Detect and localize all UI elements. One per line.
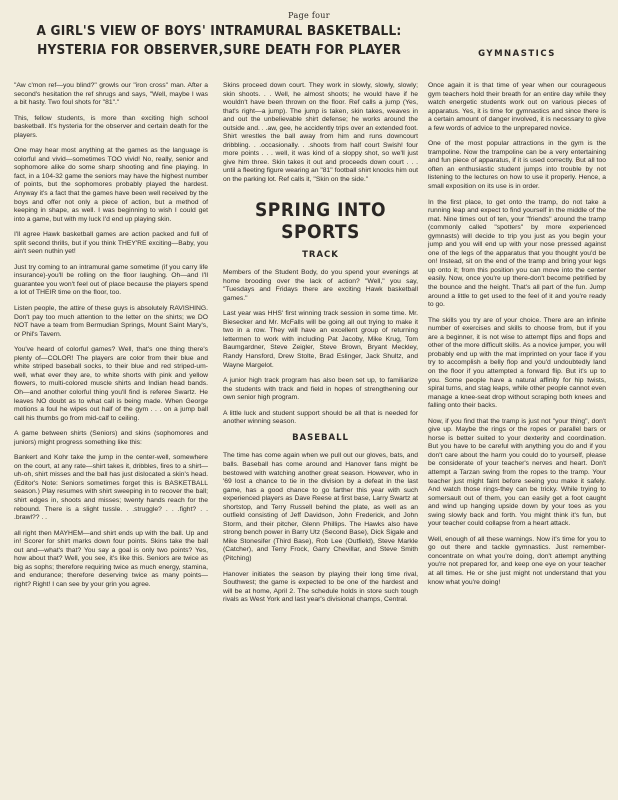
gymnastics-paragraph: The skills you try are of your choice. There are an infinite number of exercises and skills to choose from, but if you are a beginner, it is not wise to attempt flips and flops and other of the more difficult skills. As a novice jumper, you will probably end up with the mat imprinted on your face if you try to accomplish a belly flop and you'd undoubtedly land on the floor if you attempted a forward flip. But it's up to you. Some people have a natural affinity for hip twists, spiral turns, and stag leaps, while other people cannot even manage a knee-seat drop without scraping both knees and falling onto their backs. [428, 316, 606, 410]
track-paragraph: A little luck and student support should be all that is needed for another winning season. [223, 409, 418, 426]
baseball-heading: BASEBALL [292, 432, 349, 443]
article-paragraph: Skins proceed down court. They work in slowly, slowly, slowly; skin shoots. . . Well, he almost shoots; he would have if he wouldn't have been thrown on the floor. Ref calls a jump (Yes, that's right—a jump). The jump is taken, skin takes, weaves in and out the unbelievable shirt defense; he works around the outside and. . .aw, gee, he accidently trips over an extended foot. Shirt wrestles the ball away from him and runs downcourt dribbling. . .occasionally. . .shoots from half court Swish! four more points . . . well, it was kind of a sloppy shot, so we'll just give him three. Skin takes it out and proceeds down court . . . until a fleeting figure wearing an "81" football shirt knocks him out on the parking lot. Ref calls it, "Skin on the side." [223, 82, 418, 184]
article-paragraph: You've heard of colorful games? Well, that's one thing there's plenty of—COLOR! The players are color from their blue and white striped baseball socks, to their blue and red striped-um-well, what ever they are, to white shorts with pink and yellow flowers, to multi-colored muscle shirts and Indian head bands. Oh—and another colorful thing you'll find is referee Swartz. He leaves NO doubt as to what call is being made. When George motions a foul he wipes out half of the gym . . . on a jump ball call his thumbs go from mid-calf to ceiling. [14, 346, 208, 422]
page-number: Page four [288, 11, 330, 20]
baseball-paragraph: Hanover initiates the season by playing their long time rival, Southwest; the game is expected to be one of the hardest and will be at home, April 2. The schedule holds in store such tough rivals as West York and last year's divisional champs, Central. [223, 570, 418, 604]
headline-line-2: HYSTERIA FOR OBSERVER,SURE DEATH FOR PLAYER [37, 42, 401, 58]
article-paragraph: One may hear most anything at the games as the language is colorful and vivid—sometimes TOO vivid! No, really, senior and sophomore alike do some sharp shooting and fine playing. In fact, in a 104-32 game the seniors may have the highest number of points, but the sophomores probably played the hardest. Anyway it's a fact that the games have been well received by the boys and offer not only a piece of action, but a method of keeping in shape, as well. I was beginning to wish I could get into a game, but with my luck I'd end up playing skin. [14, 147, 208, 223]
article-paragraph: Listen people, the attire of these guys is absolutely RAVISHING. Don't pay too much attention to the letter on the shirts; we DO NOT have a team from Bermudian Springs, Mount Saint Mary's, or Phil's Tavern. [14, 305, 208, 338]
gymnastics-paragraph: Once again it is that time of year when our courageous gym teachers hold their breath for an entire day while they watch energetic students work out on various pieces of apparatus. Yes, it is time for gymnastics and since there is a certain amount of danger involved, it is necessary to give a few words of advice to the unprepared novice. [428, 82, 606, 132]
track-paragraph: Last year was HHS' first winning track session in some time. Mr. Biesecker and Mr. McFalls will be going all out trying to make it two in a row. They will have an excellent group of returning lettermen to work with including Pat Jacoby, Mike Krug, Tom Baumgardner, Steve Zeigler, Steve Brown, Bryant Meckley, Randy Hansford, Drew Stolte, Brad Eslinger, Jack Shultz, and Wayne Margelot. [223, 310, 418, 369]
column-gymnastics [428, 82, 606, 594]
article-paragraph: "Aw c'mon ref—you blind?" growls our "iron cross" man. After a second's hesitation the ref shrugs and says, "Well, maybe I was a bit hasty. Two foul shots for "81"." [14, 82, 208, 107]
column-basketball-left [14, 82, 208, 596]
gymnastics-paragraph: Well, enough of all these warnings. Now it's time for you to go out there and tackle gymnastics. Just remember-concentrate on what you're doing, don't attempt anything you're not prepared for, and keep one eye on your teacher at all times. He or she just might not understand that you know what you're doing! [428, 535, 606, 586]
article-paragraph: Bankert and Kohr take the jump in the center-well, somewhere on the court, at any rate—shirt takes it, dribbles, fires to a shirt—uh-oh, shirt misses and the ball has just dislocated a skin's head. (Editor's Note: Seniors sometimes forget this is BASKETBALL season.) Play resumes with shirt sweeping in to recover the ball; shirt edges in, shoots and misses; twenty hands reach for the rebound. There is a slight tussle. . .struggle? . . .fight? . . .brawl?? . . [14, 454, 208, 522]
article-paragraph: This, fellow students, is more than exciting high school basketball. It's hysteria for the observer and certain death for the players. [14, 114, 208, 139]
track-paragraph: A junior high track program has also been set up, to familiarize the students with track and field in hopes of strengthening our own senior high program. [223, 377, 418, 402]
article-paragraph: all right then MAYHEM—and shirt ends up with the ball. Up and in! Scorer for shirt marks down four points. Skins take the ball out and—what's that? You say a goal is only two points? Yes, how about that? Well, you see, it's like this. Seniors are twice as big as sophs; therefore requiring twice as much energy, stamina, and endurance; therefore deserving twice as many points—right? Right! I can see by your grin you agree. [14, 529, 208, 588]
column-middle [223, 82, 418, 612]
article-paragraph: Just try coming to an intramural game sometime (if you carry life insurance)-you'll be rolling on the floor laughing. Oh—and I'll guarantee you won't feel out of place because the players spend a lot of THEIR time on the floor, too. [14, 263, 208, 297]
gymnastics-paragraph: One of the most popular attractions in the gym is the trampoline. Now the trampoline can be a very entertaining and fun piece of apparatus, if it is used correctly. But all too often an enthusiastic student jumps into trouble by not listening to the lectures on how to use it properly. Hence, a small exposition on its use is in order. [428, 140, 606, 191]
baseball-paragraph: The time has come again when we pull out our gloves, bats, and balls. Baseball has come around and Hanover fans might be bestowed with watching another great season. However, who in '69 lost a chance to tie in the division by a defeat in the last game, has a good chance to go farther this year with such experienced players as Dave Reese at first base, Larry Swartz at shortstop, and Terry Russell behind the plate, as well as an outfield consisting of Jeff Davidson, John Frederick, and John Storm, and their pitcher, Glenn Phillips. The Hawks also have strong bench power in Barry Utz (Second Base), Dick Sigale and Mike Stonesifer (Third Base), Rob Lee (Outfield), Steve Markle (Catcher), and Terry Frock, Garry Chevillar, and Steve Smith (Pitching) [223, 452, 418, 562]
track-heading: TRACK [302, 249, 339, 260]
track-paragraph: Members of the Student Body, do you spend your evenings at home brooding over the lack of action? "Well," you say, "Tuesdays and Fridays there are exciting Hawk basketball games." [223, 269, 418, 302]
gymnastics-paragraph: In the first place, to get onto the tramp, do not take a running leap and expect to find yourself in the middle of the mat. Nine times out of ten, your "friends" around the tramp (commonly called "spotters" by more experienced gymnasts) will decide to trip you just as you begin your jump and you will end up with your nose pressed against one of the legs of the apparatus that you thought you'd be on! Instead, sit on the end of the tramp and bring your legs up onto it; from this position you can move into the center easily. Now, once you're up there-don't become petrified by the bounce and the height. That's all part of the fun. Jump around a little to get used to the feel of it and you're ready to go. [428, 198, 606, 309]
gymnastics-heading: GYMNASTICS [478, 49, 556, 59]
spring-into-sports-title: SPRING INTO SPORTS [255, 198, 386, 243]
article-paragraph: A game between shirts (Seniors) and skins (sophomores and juniors) might progress something like this: [14, 430, 208, 446]
headline-line-1: A GIRL'S VIEW OF BOYS' INTRAMURAL BASKETBALL: [36, 23, 402, 39]
article-paragraph: I'll agree Hawk basketball games are action packed and full of split second thrills, but if you think THEY'RE exciting—Baby, you ain't seen nuthin yet! [14, 231, 208, 256]
gymnastics-paragraph: Now, if you find that the tramp is just not "your thing", don't give up. Maybe the rings or the ropes or parallel bars or horse is better suited to your dexterity and coordination. But you have to be careful with anything you do and if you don't care about the harm you could do to yourself, please be considerate of your teacher's nerves and heart. Don't attempt a Tarzan swing from the ropes to the tramp. Your teacher just might faint before seeing you make it safely. And watch those rings-they can be tricky. While trying to somersault out of them, you can easily get a foot caught and wind up hanging upside down by your toes as you swing slowly back and forth. You might think it's fun, but your teacher could collapse from a heart attack. [428, 417, 606, 528]
